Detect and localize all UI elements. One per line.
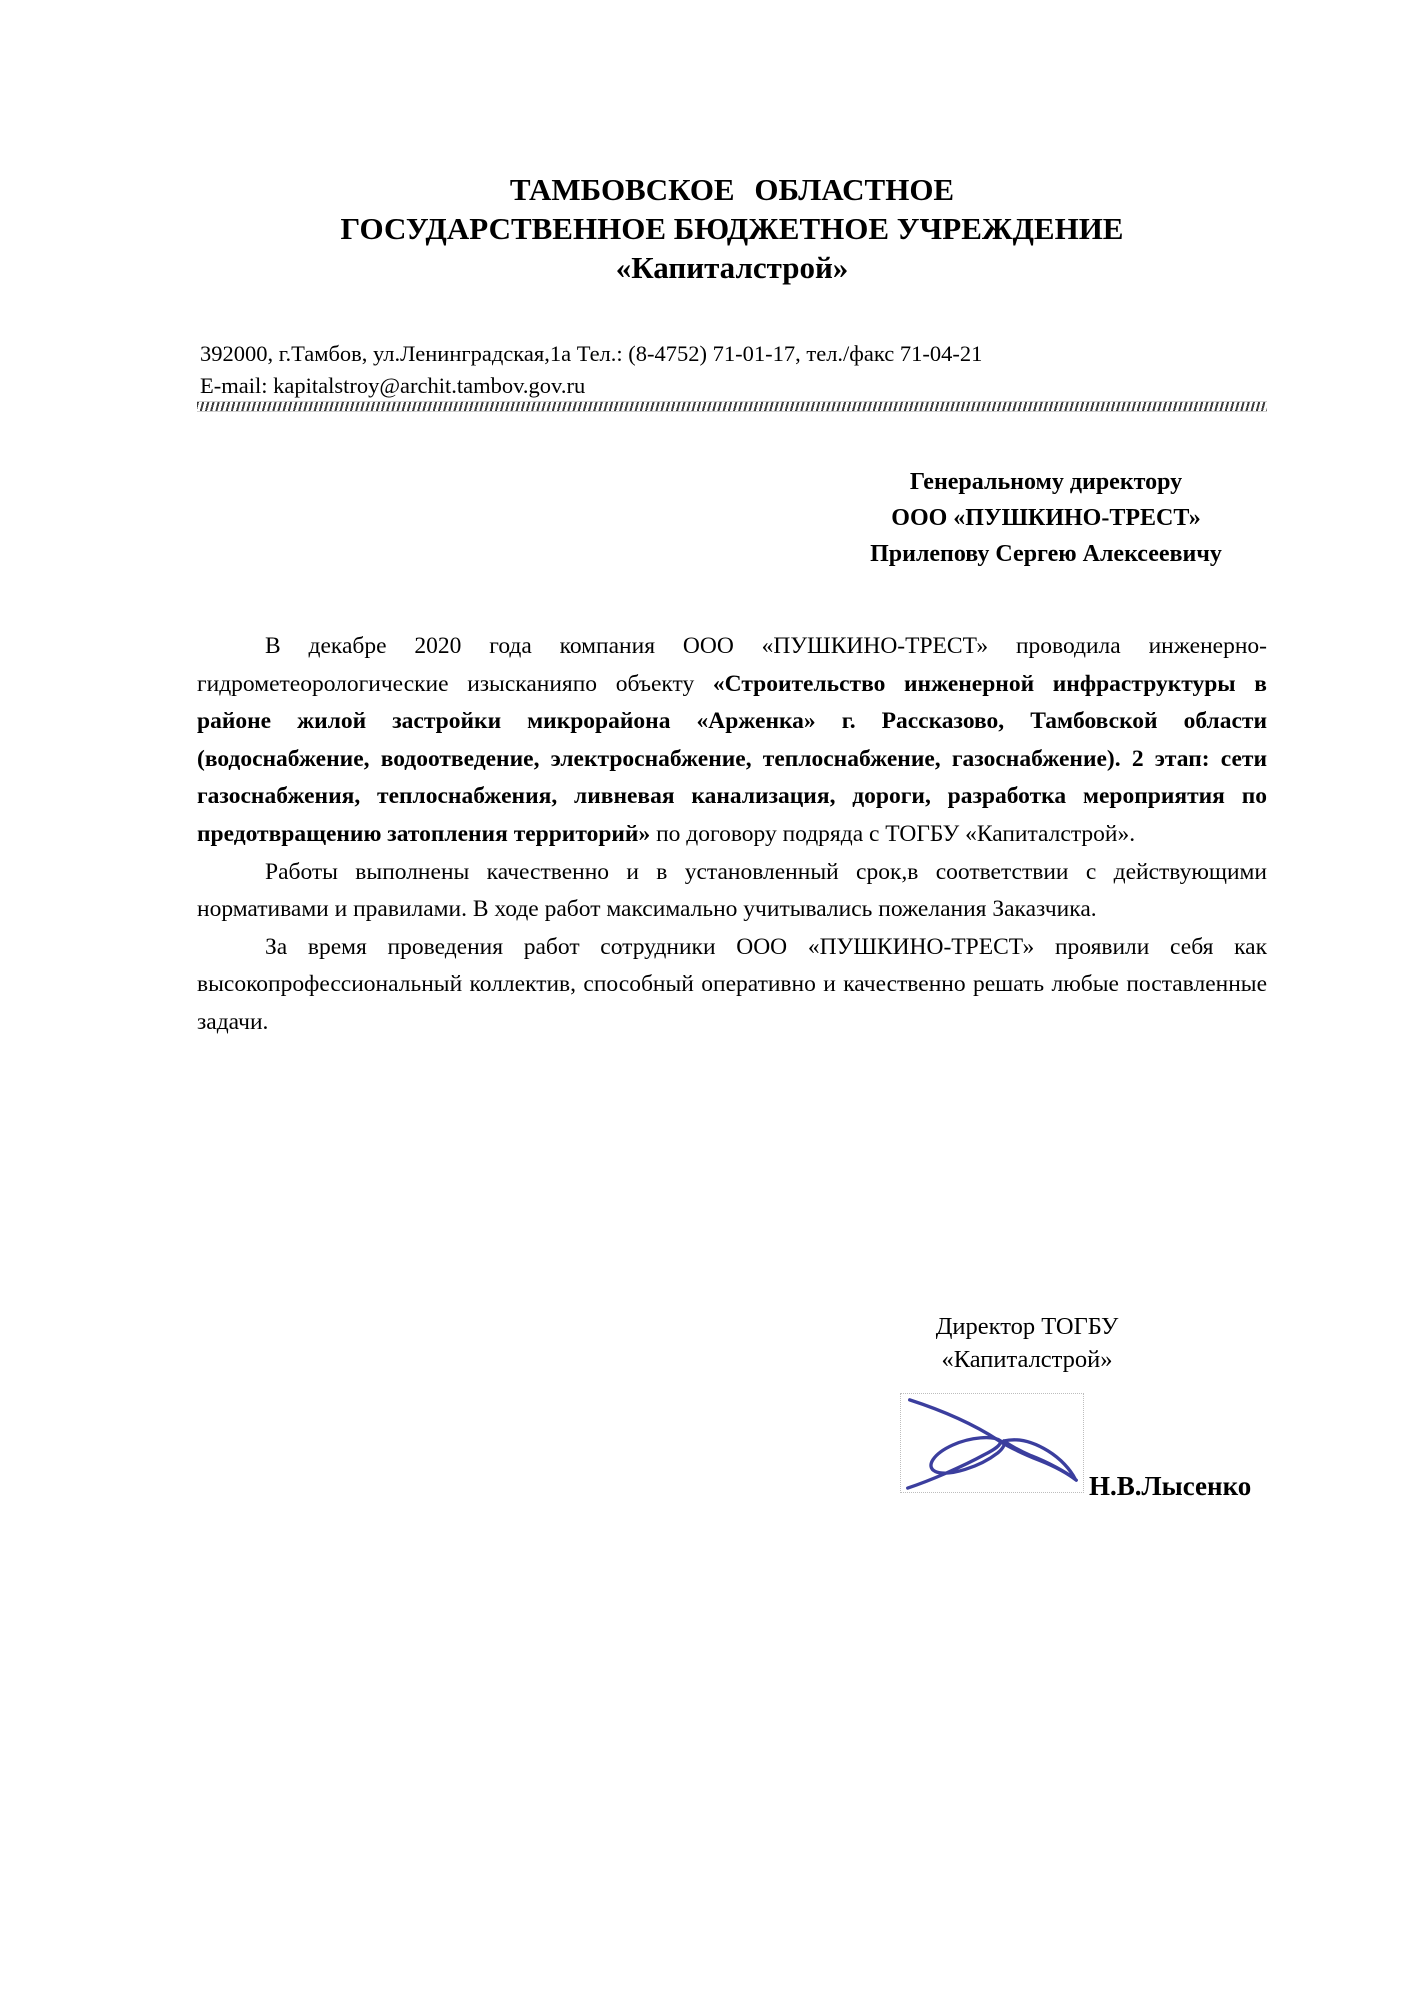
paragraph-3: За время проведения работ сотрудники ООО «ПУШКИНО-ТРЕСТ» проявили себя как высокопрофессиональный коллектив, способный оперативно и качественно решать любые поставленные задачи. [197, 933, 1267, 1035]
signatory-position-line1: Директор ТОГБУ [935, 1313, 1119, 1340]
signatory-name: Н.В.Лысенко [1089, 1471, 1252, 1501]
paragraph-1-project-title: «Строительство инженерной инфраструктуры в районе жилой застройки микрорайона «Арженка» г. Рассказово, Тамбовской области (водоснабжение, водоотведение, электроснабжение, теплоснабжение, газоснабжение). 2 этап: сети газоснабжения, теплоснабжения, ливневая канализация, дороги, разработка мероприятия по предотвращению затопления территорий» [197, 670, 1267, 847]
email-line: E-mail: kapitalstroy@archit.tambov.gov.ru [200, 373, 586, 398]
recipient-company: ООО «ПУШКИНО-ТРЕСТ» [891, 505, 1201, 531]
recipient-position: Генеральному директору [909, 469, 1183, 495]
paragraph-1 [197, 628, 1267, 854]
recipient-block [840, 464, 1252, 572]
recipient-person: Прилепову Сергею Алексеевичу [870, 541, 1222, 567]
letterhead [197, 170, 1267, 287]
letter-body [197, 628, 1267, 1042]
signature-ink [900, 1393, 1084, 1493]
org-name-line1: ТАМБОВСКОЕ ОБЛАСТНОЕ [509, 172, 955, 207]
signature-ink-svg [901, 1394, 1083, 1492]
signatory-position-line2: «Капиталстрой» [941, 1346, 1113, 1373]
org-name-line2: ГОСУДАРСТВЕННОЕ БЮДЖЕТНОЕ УЧРЕЖДЕНИЕ [340, 211, 1124, 246]
hatched-divider [197, 401, 1267, 412]
paragraph-1-tail: по договору подряда с ТОГБУ «Капиталстрой». [650, 820, 1136, 847]
paragraph-1-lead: В декабре 2020 года компания ООО «ПУШКИНО-ТРЕСТ» проводила инженерно-гидрометеорологические изысканияпо объекту [197, 633, 1267, 697]
paragraph-2: Работы выполнены качественно и в установленный срок,в соответствии с действующими нормативами и правилами. В ходе работ максимально учитывались пожелания Заказчика. [197, 858, 1267, 923]
signature-title-block [862, 1310, 1192, 1376]
contact-block [200, 338, 1270, 402]
org-name-line3: «Капиталстрой» [615, 250, 849, 285]
address-line: 392000, г.Тамбов, ул.Ленинградская,1а Тел.: (8-4752) 71-01-17, тел./факс 71-04-21 [200, 341, 983, 366]
